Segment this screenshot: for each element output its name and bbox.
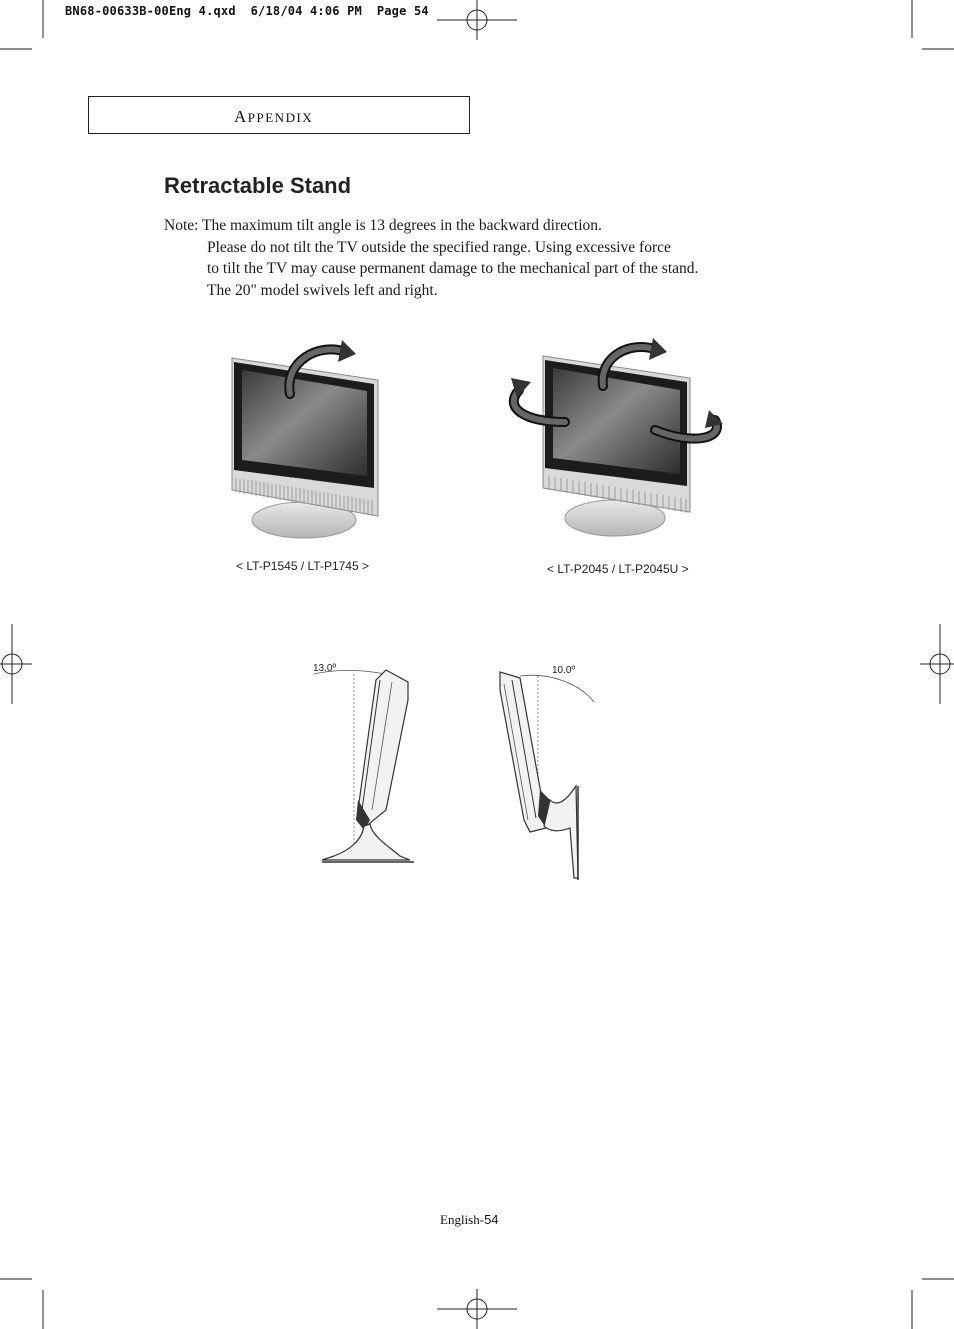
- registration-mark-right: [920, 624, 954, 704]
- note-paragraph: [164, 215, 698, 301]
- tv-brand-label: SAMSUNG: [291, 476, 313, 484]
- footer-language: English-: [440, 1212, 485, 1227]
- note-line-1: Note: The maximum tilt angle is 13 degrees in the backward direction.: [164, 217, 602, 234]
- tilt-angle-label: 13.0º: [313, 663, 337, 674]
- figure-caption-left: < LT-P1545 / LT-P1745 >: [236, 559, 369, 573]
- tv-brand-label: SAMSUNG: [602, 474, 624, 482]
- arrow-head-icon: [338, 340, 356, 362]
- side-view-tilt-10: [490, 660, 605, 885]
- side-view-tilt-13: [310, 660, 425, 870]
- page-footer: [440, 1212, 499, 1228]
- page-title: Retractable Stand: [164, 173, 352, 198]
- arrow-head-icon: [649, 338, 667, 360]
- angle-arc: [520, 675, 594, 702]
- print-slug-line: BN68-00633B-00Eng 4.qxd 6/18/04 4:06 PM Page 54: [65, 4, 429, 18]
- note-line-4: The 20" model swivels left and right.: [207, 281, 438, 299]
- figure-caption-right: < LT-P2045 / LT-P2045U >: [547, 562, 689, 576]
- registration-mark-top: [437, 0, 517, 40]
- note-line-3: to tilt the TV may cause permanent damage to the mechanical part of the stand.: [207, 260, 699, 277]
- registration-mark-left: [0, 624, 32, 704]
- tilt-angle-label: 10.0º: [552, 665, 576, 676]
- tv-panel-side: [358, 670, 408, 828]
- section-label-cap: A: [234, 107, 248, 126]
- page-number: 54: [484, 1212, 499, 1227]
- registration-mark-bottom: [437, 1289, 517, 1329]
- note-line-2: Please do not tilt the TV outside the specified range. Using excessive force: [207, 238, 671, 256]
- stand-side: [322, 824, 410, 860]
- tv-tilt-illustration: [222, 338, 392, 546]
- section-label-rest: PPENDIX: [247, 110, 314, 125]
- tv-swivel-illustration: [505, 338, 730, 546]
- section-header: [88, 96, 470, 134]
- section-label: [234, 107, 313, 127]
